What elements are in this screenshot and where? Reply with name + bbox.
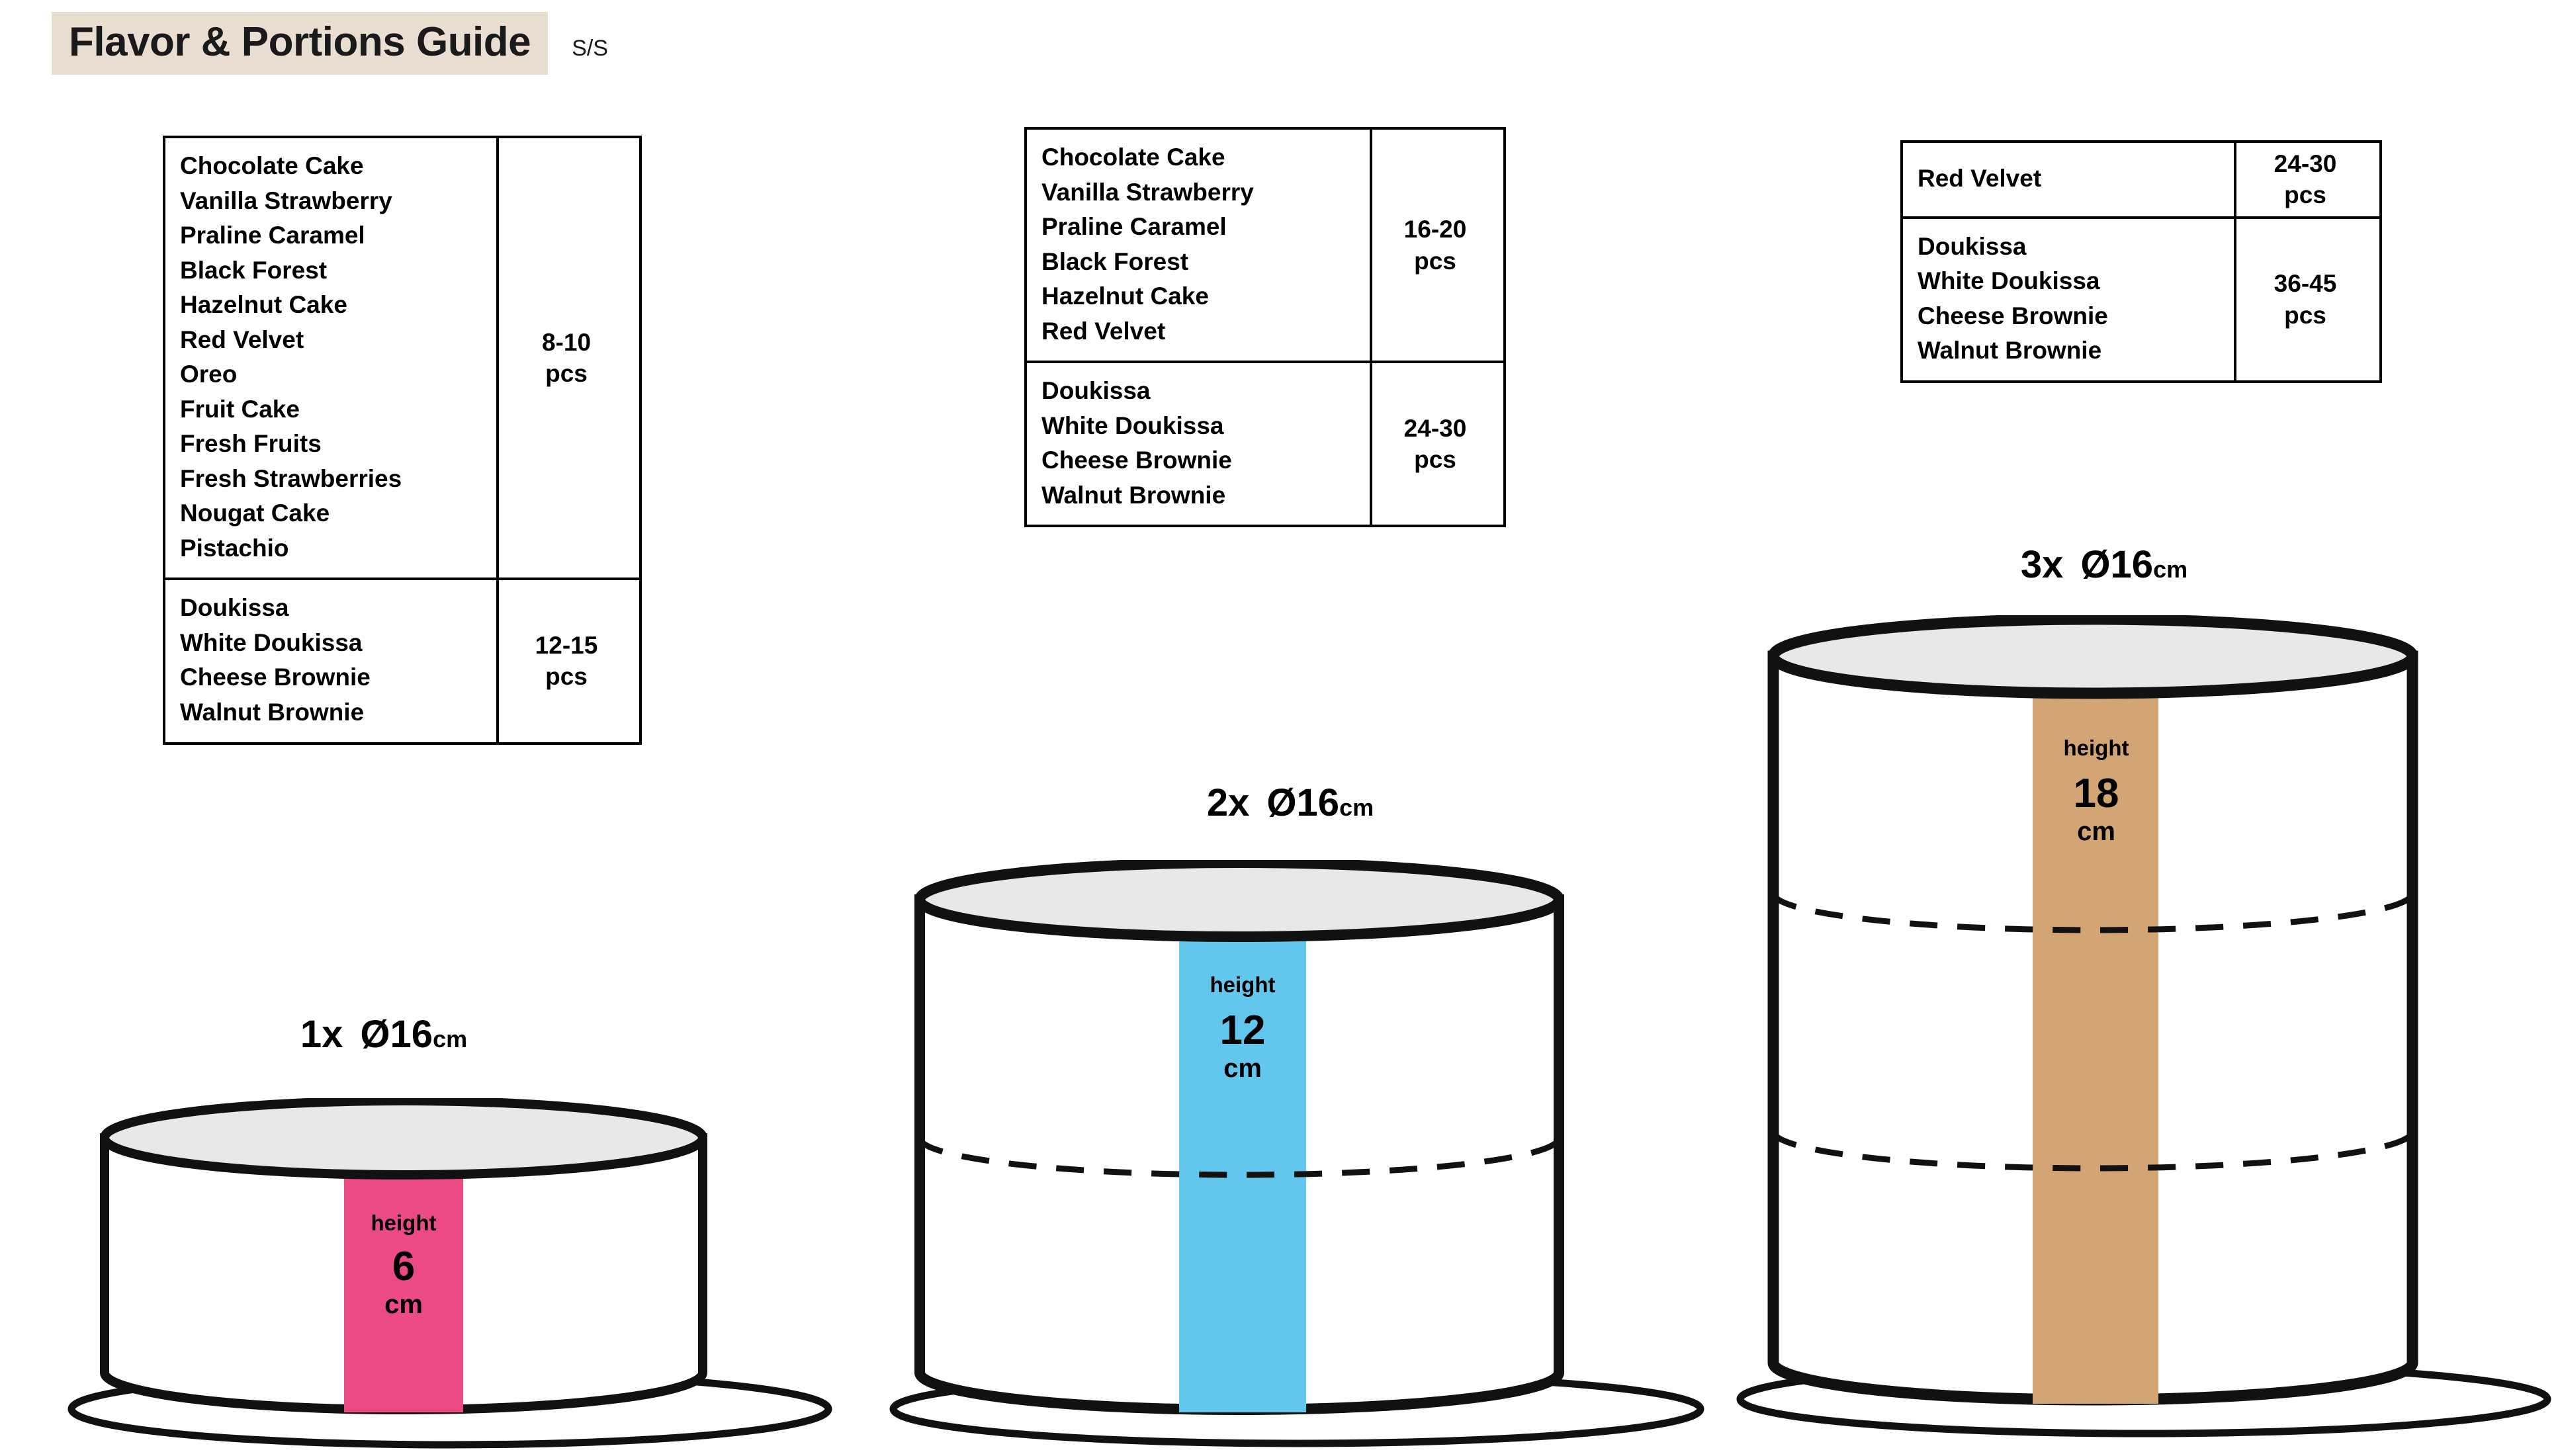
portion-count-value: 8-10 <box>541 328 592 356</box>
cake-multiplier: 1x <box>300 1013 343 1056</box>
cake-diagram-3x <box>1734 615 2561 1442</box>
flavor-list: Doukissa White Doukissa Cheese Brownie Walnut Brownie <box>180 594 371 726</box>
height-unit: cm <box>2077 817 2115 846</box>
flavor-list: Chocolate Cake Vanilla Strawberry Praline Caramel Black Forest Hazelnut Cake Red Velvet <box>1041 144 1254 345</box>
cake-diameter: Ø16 <box>2080 543 2154 586</box>
height-value: 12 <box>1219 1007 1266 1053</box>
portion-count <box>1370 130 1498 361</box>
portion-count-value: 16-20 <box>1403 216 1467 243</box>
cake-top <box>920 863 1559 937</box>
portion-count <box>2234 143 2374 216</box>
table-row <box>1903 216 2379 380</box>
portions-table-2x <box>1024 127 1506 527</box>
cake-label-2x <box>1105 781 1476 825</box>
portion-count-unit: pcs <box>545 663 588 691</box>
portion-count-unit: pcs <box>1414 247 1456 275</box>
portions-table-3x <box>1900 140 2382 383</box>
page-subtitle: S/S <box>572 36 608 61</box>
flavor-list: Red Velvet <box>1918 165 2042 193</box>
portion-count-unit: pcs <box>2284 181 2326 209</box>
height-label: height <box>1210 972 1276 997</box>
portion-count <box>2234 219 2374 380</box>
flavor-list: Chocolate Cake Vanilla Strawberry Praline Caramel Black Forest Hazelnut Cake Red Velvet Oreo Fruit Cake Fresh Fruits Fresh Strawberries Nougat Cake Pistachio <box>180 152 402 562</box>
cake-label-1x <box>199 1012 569 1056</box>
height-label: height <box>2063 736 2129 760</box>
portion-count-value: 24-30 <box>2274 150 2337 177</box>
cake-multiplier: 2x <box>1206 781 1250 824</box>
portion-count <box>1370 363 1498 525</box>
cake-label-3x <box>1919 542 2289 587</box>
cake-diagram-2x <box>880 860 1714 1449</box>
cake-top <box>1773 619 2412 693</box>
height-value: 6 <box>392 1244 416 1289</box>
table-row <box>1903 143 2379 216</box>
page-header <box>52 12 608 75</box>
cake-multiplier: 3x <box>2020 543 2064 586</box>
portion-count <box>496 138 634 578</box>
portions-table-1x <box>163 136 642 745</box>
height-value: 18 <box>2073 771 2119 816</box>
cake-diameter: Ø16 <box>360 1013 433 1056</box>
table-row <box>165 578 639 742</box>
cake-diameter: Ø16 <box>1266 781 1340 824</box>
table-row <box>1027 361 1503 525</box>
height-unit: cm <box>1223 1054 1262 1083</box>
height-label: height <box>371 1211 437 1235</box>
height-unit: cm <box>384 1290 423 1319</box>
table-row <box>1027 130 1503 361</box>
page-title: Flavor & Portions Guide <box>52 12 548 75</box>
flavor-list: Doukissa White Doukissa Cheese Brownie Walnut Brownie <box>1041 377 1232 509</box>
cake-diagram-1x <box>66 1098 834 1449</box>
portion-count-unit: pcs <box>1414 446 1456 474</box>
portion-count-unit: pcs <box>545 360 588 388</box>
cake-diameter-unit: cm <box>1339 794 1374 821</box>
portion-count <box>496 580 634 742</box>
cake-diameter-unit: cm <box>2153 556 2188 583</box>
portion-count-unit: pcs <box>2284 301 2326 329</box>
height-band <box>2033 656 2158 1404</box>
table-row <box>165 138 639 578</box>
portion-count-value: 24-30 <box>1403 414 1467 442</box>
flavor-list: Doukissa White Doukissa Cheese Brownie Walnut Brownie <box>1918 232 2108 364</box>
portion-count-value: 36-45 <box>2274 270 2337 298</box>
cake-top <box>105 1101 703 1175</box>
portion-count-value: 12-15 <box>535 632 598 660</box>
cake-diameter-unit: cm <box>433 1025 468 1052</box>
